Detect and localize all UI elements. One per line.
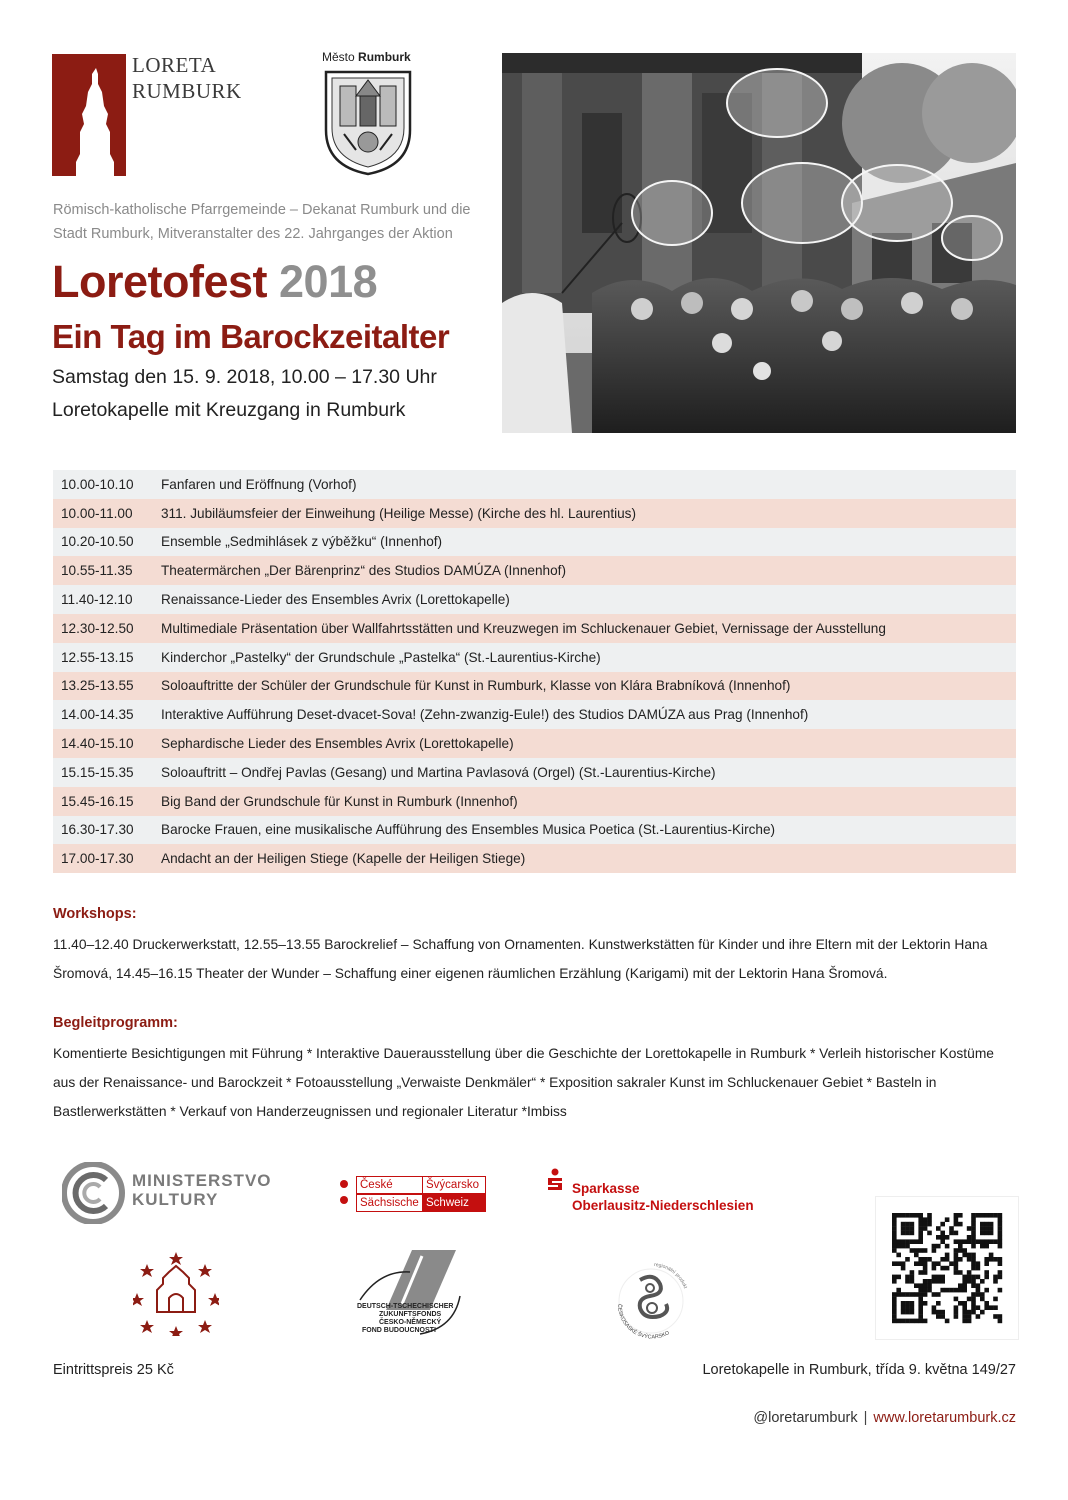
schedule-row	[53, 643, 1016, 672]
intro-text: Römisch-katholische Pfarrgemeinde – Dekanat Rumburk und die Stadt Rumburk, Mitveranstalter des 22. Jahrganges der Aktion	[53, 202, 471, 242]
workshops-heading: Workshops:	[53, 906, 137, 922]
schedule-event: Kinderchor „Pastelky“ der Grundschule „Pastelka“ (St.-Laurentius-Kirche)	[161, 649, 601, 665]
event-subtitle: Ein Tag im Barockzeitalter	[52, 318, 450, 355]
schedule-table	[53, 470, 1016, 873]
schedule-row	[53, 700, 1016, 729]
schedule-row	[53, 758, 1016, 787]
schweiz-label: Schweiz	[422, 1194, 486, 1212]
begleitprogramm-text: Komentierte Besichtigungen mit Führung * Interaktive Dauerausstellung über die Geschichte der Lorettokapelle in Rumburk * Verleih historischer Kostüme aus der Renaissance- und Barockzeit * Fotoausstellung „Verwaiste Denkmäler“ * Exposition sakraler Kunst im Schluckenauer Gebiet * Basteln in Bastlerwerkstätten * Verkauf von Handerzeugnissen und regionaler Literatur *Imbiss	[53, 1046, 994, 1119]
schedule-time: 10.00-11.00	[61, 505, 133, 521]
schedule-event: Theatermärchen „Der Bärenprinz“ des Studios DAMÚZA (Innenhof)	[161, 563, 566, 579]
crest-name: Rumburk	[358, 50, 411, 64]
loreta-rumburk-logo	[52, 54, 126, 176]
schedule-event: Big Band der Grundschule für Kunst in Rumburk (Innenhof)	[161, 793, 518, 809]
red-dot-icon	[340, 1180, 348, 1188]
schedule-time: 12.55-13.15	[61, 649, 134, 665]
event-name: Loretofest	[52, 256, 268, 307]
dtz-line-2: ZUKUNFTSFONDS	[379, 1311, 442, 1318]
rumburk-coat-of-arms-icon	[320, 50, 416, 176]
venue-address: Loretokapelle in Rumburk, třída 9. května 149/27	[702, 1362, 1016, 1378]
css-text-2: regionální produkt	[653, 1261, 689, 1290]
schedule-time: 14.00-14.35	[61, 707, 134, 723]
schedule-time: 13.25-13.55	[61, 678, 134, 694]
schedule-row	[53, 729, 1016, 758]
schedule-row	[53, 816, 1016, 845]
saechsische-label: Sächsische	[356, 1194, 424, 1212]
schedule-row	[53, 844, 1016, 873]
event-photo	[502, 53, 1016, 433]
schedule-time: 16.30-17.30	[61, 822, 134, 838]
schedule-event: Andacht an der Heiligen Stiege (Kapelle der Heiligen Stiege)	[161, 851, 526, 867]
ministerstvo-line: MINISTERSTVO	[132, 1171, 272, 1190]
event-title	[52, 252, 377, 312]
schedule-time: 15.15-15.35	[61, 764, 134, 780]
ceske-svycarsko-logo	[340, 1176, 485, 1212]
loreta-rumburk-wordmark	[132, 52, 242, 104]
qr-code[interactable]	[875, 1196, 1019, 1340]
ministerstvo-kultury-wordmark	[132, 1171, 272, 1209]
dtz-line-4: FOND BUDOUCNOSTI	[362, 1327, 436, 1334]
website-link[interactable]: www.loretarumburk.cz	[873, 1410, 1016, 1426]
schedule-time: 14.40-15.10	[61, 736, 134, 752]
event-date: Samstag den 15. 9. 2018, 10.00 – 17.30 Uhr	[52, 366, 437, 388]
schedule-time: 10.00-10.10	[61, 476, 134, 492]
sparkasse-s-icon	[545, 1168, 565, 1192]
eu-castle-logo	[133, 1250, 219, 1336]
schedule-event: 311. Jubiläumsfeier der Einweihung (Heilige Messe) (Kirche des hl. Laurentius)	[161, 505, 637, 521]
ceske-label: České	[356, 1176, 424, 1194]
schedule-event: Soloauftritte der Schüler der Grundschule für Kunst in Rumburk, Klasse von Klára Brabníková (Innenhof)	[161, 678, 791, 694]
event-year: 2018	[279, 256, 378, 307]
schedule-event: Barocke Frauen, eine musikalische Aufführung des Ensembles Musica Poetica (St.-Laurentius-Kirche)	[161, 822, 776, 838]
svycarsko-label: Švýcarsko	[422, 1176, 486, 1194]
ceskosaske-svycarsko-regional-product-logo	[610, 1260, 692, 1342]
event-venue: Loretokapelle mit Kreuzgang in Rumburk	[52, 399, 406, 421]
schedule-row	[53, 672, 1016, 701]
schedule-event: Renaissance-Lieder des Ensembles Avrix (Lorettokapelle)	[161, 592, 510, 608]
schedule-event: Interaktive Aufführung Deset-dvacet-Sova! (Zehn-zwanzig-Eule!) des Studios DAMÚZA aus Prag (Innenhof)	[161, 707, 809, 723]
rumburk-line: RUMBURK	[132, 79, 242, 103]
schedule-row	[53, 470, 1016, 499]
schedule-time: 12.30-12.50	[61, 620, 134, 636]
crest-prefix: Město	[322, 50, 355, 64]
schedule-time: 10.20-10.50	[61, 534, 134, 550]
schedule-row	[53, 499, 1016, 528]
sparkasse-name: Sparkasse	[572, 1181, 640, 1196]
schedule-time: 10.55-11.35	[61, 563, 133, 579]
schedule-row	[53, 528, 1016, 557]
dtz-line-3: ČESKO-NĚMECKÝ	[379, 1319, 442, 1326]
loreta-line: LORETA	[132, 53, 217, 77]
begleitprogramm-heading: Begleitprogramm:	[53, 1015, 178, 1031]
schedule-time: 11.40-12.10	[61, 592, 133, 608]
schedule-row	[53, 556, 1016, 585]
svg-text:ČESKOSASKÉ ŠVÝCARSKO	[616, 1304, 671, 1341]
workshops-text: 11.40–12.40 Druckerwerkstatt, 12.55–13.55 Barockrelief – Schaffung von Ornamenten. Kunstwerkstätten für Kinder und ihre Eltern mit der Lektorin Hana Šromová, 14.45–16.15 Theater der Wunder – Schaffung einer eigenen räumlichen Erzählung (Karigami) mit der Lektorin Hana Šromová.	[53, 937, 988, 981]
schedule-event: Soloauftritt – Ondřej Pavlas (Gesang) und Martina Pavlasová (Orgel) (St.-Laurentius-Kirche)	[161, 764, 716, 780]
schedule-event: Multimediale Präsentation über Wallfahrtsstätten und Kreuzwegen im Schluckenauer Gebiet, Vernissage der Ausstellung	[161, 620, 886, 636]
social-handle[interactable]: @loretarumburk	[753, 1410, 858, 1426]
red-dot-icon	[340, 1196, 348, 1204]
schedule-row	[53, 787, 1016, 816]
contact-line	[753, 1410, 1016, 1426]
entry-price: Eintrittspreis 25 Kč	[53, 1362, 174, 1378]
schedule-event: Fanfaren und Eröffnung (Vorhof)	[161, 476, 357, 492]
separator: |	[863, 1410, 868, 1426]
schedule-time: 15.45-16.15	[61, 793, 134, 809]
schedule-row	[53, 585, 1016, 614]
schedule-time: 17.00-17.30	[61, 851, 134, 867]
dtz-line-1: DEUTSCH-TSCHECHISCHER	[357, 1303, 454, 1310]
sparkasse-region: Oberlausitz-Niederschlesien	[572, 1198, 754, 1213]
schedule-event: Sephardische Lieder des Ensembles Avrix (Lorettokapelle)	[161, 736, 514, 752]
css-text-1: ČESKOSASKÉ ŠVÝCARSKO	[615, 1303, 671, 1341]
schedule-row	[53, 614, 1016, 643]
schedule-event: Ensemble „Sedmihlásek z výběžku“ (Innenhof)	[161, 534, 443, 550]
kultury-line: KULTURY	[132, 1190, 219, 1209]
